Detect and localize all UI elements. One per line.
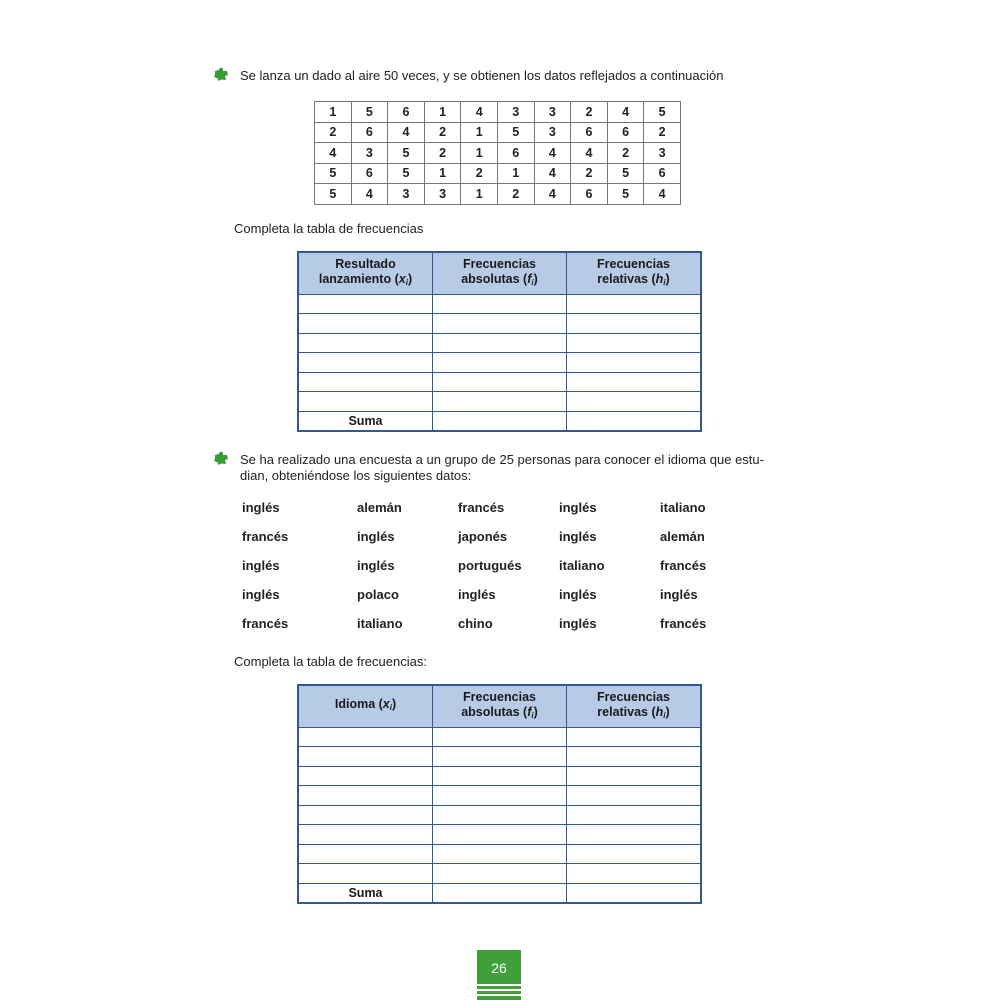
exercise1-instruction: Completa la tabla de frecuencias — [234, 221, 424, 236]
absolute-frequency-cell[interactable] — [433, 727, 567, 747]
dice-value: 2 — [497, 184, 534, 205]
value-cell[interactable] — [298, 766, 433, 786]
language-entry: inglés — [660, 587, 698, 602]
dice-value: 6 — [351, 163, 388, 184]
table-row — [298, 353, 701, 373]
language-entry: inglés — [242, 558, 280, 573]
value-cell[interactable] — [298, 786, 433, 806]
absolute-frequency-cell[interactable] — [433, 825, 567, 845]
value-cell[interactable] — [298, 353, 433, 373]
dice-value: 4 — [315, 143, 352, 164]
language-entry: inglés — [559, 529, 597, 544]
relative-frequency-cell[interactable] — [567, 372, 702, 392]
sum-absolute-cell[interactable] — [433, 411, 567, 431]
dice-value: 2 — [424, 143, 461, 164]
language-entry: francés — [242, 616, 289, 631]
statement-line-1: Se ha realizado una encuesta a un grupo de 25 personas para conocer el idioma que estu- — [240, 452, 764, 467]
value-cell[interactable] — [298, 864, 433, 884]
dice-value: 2 — [644, 122, 681, 143]
language-entry: francés — [242, 529, 289, 544]
relative-frequency-cell[interactable] — [567, 844, 702, 864]
dice-value: 4 — [534, 143, 571, 164]
sum-label: Suma — [298, 411, 433, 431]
header-language: Idioma $(x_i)$ — [298, 685, 433, 727]
header-row — [298, 252, 701, 294]
language-entry: portugués — [458, 558, 522, 573]
header-absolute-frequency: Frecuencias absolutas $(f_i)$ — [433, 252, 567, 294]
dice-value: 2 — [424, 122, 461, 143]
relative-frequency-cell[interactable] — [567, 294, 702, 314]
dice-value: 6 — [388, 102, 425, 123]
dice-value: 4 — [571, 143, 608, 164]
dice-value: 6 — [607, 122, 644, 143]
language-entry: chino — [458, 616, 493, 631]
dice-value: 6 — [351, 122, 388, 143]
header-relative-frequency: Frecuencias relativas $(h_i)$ — [567, 252, 702, 294]
table-row — [298, 314, 701, 334]
absolute-frequency-cell[interactable] — [433, 372, 567, 392]
dice-value: 1 — [461, 184, 498, 205]
table-row — [298, 766, 701, 786]
decorative-stripe — [477, 984, 521, 986]
header-relative-frequency: Frecuencias relativas $(h_i)$ — [567, 685, 702, 727]
dice-value: 6 — [644, 163, 681, 184]
table-row — [298, 333, 701, 353]
relative-frequency-cell[interactable] — [567, 805, 702, 825]
sum-absolute-cell[interactable] — [433, 883, 567, 903]
language-entry: inglés — [357, 558, 395, 573]
value-cell[interactable] — [298, 294, 433, 314]
absolute-frequency-cell[interactable] — [433, 786, 567, 806]
puzzle-piece-icon — [213, 451, 229, 465]
dice-results-table — [314, 101, 681, 205]
absolute-frequency-cell[interactable] — [433, 314, 567, 334]
decorative-stripe — [477, 989, 521, 991]
language-entry: polaco — [357, 587, 399, 602]
table-row — [298, 786, 701, 806]
dice-value: 5 — [607, 184, 644, 205]
relative-frequency-cell[interactable] — [567, 333, 702, 353]
language-entry: inglés — [357, 529, 395, 544]
dice-value: 4 — [388, 122, 425, 143]
sum-row — [298, 411, 701, 431]
dice-value: 3 — [534, 122, 571, 143]
language-entry: alemán — [357, 500, 402, 515]
dice-row — [315, 122, 681, 143]
dice-row — [315, 184, 681, 205]
relative-frequency-cell[interactable] — [567, 353, 702, 373]
dice-value: 4 — [644, 184, 681, 205]
dice-value: 5 — [315, 163, 352, 184]
dice-value: 5 — [315, 184, 352, 205]
dice-value: 5 — [388, 163, 425, 184]
table-row — [298, 805, 701, 825]
absolute-frequency-cell[interactable] — [433, 294, 567, 314]
dice-value: 4 — [534, 163, 571, 184]
dice-value: 1 — [424, 163, 461, 184]
relative-frequency-cell[interactable] — [567, 747, 702, 767]
language-entry: francés — [660, 558, 707, 573]
exercise1-statement: Se lanza un dado al aire 50 veces, y se obtienen los datos reflejados a continuación — [240, 68, 724, 83]
language-entry: alemán — [660, 529, 705, 544]
absolute-frequency-cell[interactable] — [433, 392, 567, 412]
table-row — [298, 372, 701, 392]
dice-value: 2 — [315, 122, 352, 143]
header-result: Resultado lanzamiento $(x_i)$ — [298, 252, 433, 294]
dice-value: 2 — [571, 163, 608, 184]
absolute-frequency-cell[interactable] — [433, 333, 567, 353]
sum-row — [298, 883, 701, 903]
exercise2-statement — [240, 452, 764, 484]
value-cell[interactable] — [298, 844, 433, 864]
dice-value: 1 — [497, 163, 534, 184]
relative-frequency-cell[interactable] — [567, 825, 702, 845]
page-number: 26 — [491, 960, 507, 976]
dice-value: 4 — [461, 102, 498, 123]
dice-row — [315, 163, 681, 184]
dice-value: 5 — [644, 102, 681, 123]
dice-value: 1 — [461, 122, 498, 143]
dice-value: 2 — [571, 102, 608, 123]
dice-value: 3 — [424, 184, 461, 205]
language-entry: inglés — [559, 616, 597, 631]
table-row — [298, 294, 701, 314]
dice-value: 3 — [497, 102, 534, 123]
dice-value: 5 — [497, 122, 534, 143]
absolute-frequency-cell[interactable] — [433, 844, 567, 864]
table-row — [298, 392, 701, 412]
relative-frequency-cell[interactable] — [567, 392, 702, 412]
language-entry: francés — [660, 616, 707, 631]
value-cell[interactable] — [298, 727, 433, 747]
language-entry: italiano — [660, 500, 706, 515]
language-entry: inglés — [458, 587, 496, 602]
table-row — [298, 727, 701, 747]
relative-frequency-cell[interactable] — [567, 786, 702, 806]
language-entry: italiano — [559, 558, 605, 573]
dice-frequency-table — [297, 251, 702, 432]
puzzle-piece-icon — [213, 67, 229, 81]
language-frequency-table — [297, 684, 702, 904]
sum-relative-cell[interactable] — [567, 883, 702, 903]
statement-line-2: dian, obteniéndose los siguientes datos: — [240, 468, 472, 483]
decorative-stripe — [477, 994, 521, 996]
sum-label: Suma — [298, 883, 433, 903]
table-row — [298, 864, 701, 884]
dice-value: 2 — [607, 143, 644, 164]
dice-value: 5 — [607, 163, 644, 184]
language-entry: italiano — [357, 616, 403, 631]
dice-value: 1 — [424, 102, 461, 123]
sum-relative-cell[interactable] — [567, 411, 702, 431]
value-cell[interactable] — [298, 392, 433, 412]
absolute-frequency-cell[interactable] — [433, 805, 567, 825]
dice-value: 1 — [315, 102, 352, 123]
table-row — [298, 825, 701, 845]
dice-value: 5 — [351, 102, 388, 123]
absolute-frequency-cell[interactable] — [433, 747, 567, 767]
relative-frequency-cell[interactable] — [567, 314, 702, 334]
header-row — [298, 685, 701, 727]
dice-value: 1 — [461, 143, 498, 164]
dice-value: 5 — [388, 143, 425, 164]
value-cell[interactable] — [298, 805, 433, 825]
table-row — [298, 747, 701, 767]
language-survey-data — [242, 498, 740, 633]
dice-value: 2 — [461, 163, 498, 184]
absolute-frequency-cell[interactable] — [433, 766, 567, 786]
table-row — [298, 844, 701, 864]
absolute-frequency-cell[interactable] — [433, 353, 567, 373]
value-cell[interactable] — [298, 314, 433, 334]
relative-frequency-cell[interactable] — [567, 864, 702, 884]
dice-value: 3 — [388, 184, 425, 205]
relative-frequency-cell[interactable] — [567, 727, 702, 747]
dice-value: 6 — [571, 184, 608, 205]
dice-value: 3 — [534, 102, 571, 123]
value-cell[interactable] — [298, 333, 433, 353]
value-cell[interactable] — [298, 747, 433, 767]
language-entry: inglés — [559, 500, 597, 515]
dice-value: 4 — [607, 102, 644, 123]
relative-frequency-cell[interactable] — [567, 766, 702, 786]
dice-value: 4 — [351, 184, 388, 205]
language-entry: francés — [458, 500, 505, 515]
absolute-frequency-cell[interactable] — [433, 864, 567, 884]
dice-value: 3 — [351, 143, 388, 164]
dice-row — [315, 102, 681, 123]
language-entry: inglés — [559, 587, 597, 602]
language-entry: inglés — [242, 500, 280, 515]
dice-value: 4 — [534, 184, 571, 205]
language-entry: japonés — [458, 529, 508, 544]
dice-value: 6 — [497, 143, 534, 164]
header-absolute-frequency: Frecuencias absolutas $(f_i)$ — [433, 685, 567, 727]
page-number-badge — [477, 950, 521, 1000]
dice-value: 6 — [571, 122, 608, 143]
value-cell[interactable] — [298, 372, 433, 392]
value-cell[interactable] — [298, 825, 433, 845]
dice-row — [315, 143, 681, 164]
dice-value: 3 — [644, 143, 681, 164]
exercise2-instruction: Completa la tabla de frecuencias: — [234, 654, 427, 669]
language-entry: inglés — [242, 587, 280, 602]
